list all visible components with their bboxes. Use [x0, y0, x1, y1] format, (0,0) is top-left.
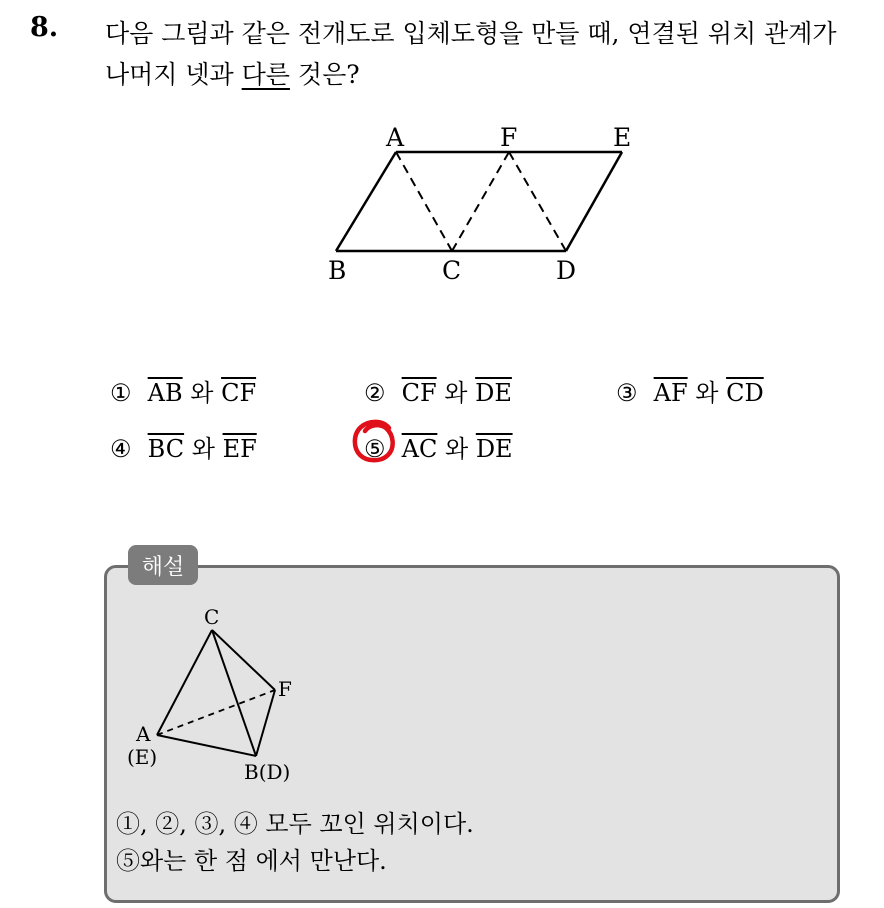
tetra-label-BD: B(D): [244, 760, 291, 784]
label-D: D: [556, 256, 577, 285]
option-4-segment-1: $\overline{BC}$: [147, 435, 185, 463]
fold-FD: [509, 152, 566, 251]
option-3-segment-1: $\overline{AF}$: [653, 379, 688, 407]
edge-AB: [336, 152, 396, 251]
option-5-segment-2: $\overline{DE}$: [475, 435, 513, 463]
explanation-line-2: ⑤와는 한 점 에서 만난다.: [116, 847, 387, 875]
edge-C-B: [212, 630, 256, 756]
option-3[interactable]: [616, 373, 764, 408]
question-line-2-start: 나머지 넷과: [105, 60, 242, 89]
hidden-edge-A-F: [157, 690, 275, 735]
option-4-conj: 와: [191, 435, 215, 463]
option-1[interactable]: [110, 373, 256, 408]
option-2-conj: 와: [444, 379, 468, 407]
edge-F-B: [256, 690, 275, 756]
question-line-2: [105, 55, 360, 91]
option-3-segment-2: $\overline{CD}$: [726, 379, 764, 407]
question-underlined-word: 다른: [241, 60, 290, 89]
option-5-number: ⑤: [364, 435, 386, 463]
option-3-number: ③: [616, 379, 638, 407]
explanation-line-1: ①, ②, ③, ④ 모두 꼬인 위치이다.: [116, 810, 474, 838]
label-E: E: [613, 123, 632, 152]
option-4[interactable]: [110, 429, 257, 464]
tetra-label-E: (E): [127, 745, 158, 769]
edge-ED: [566, 152, 622, 251]
label-F: F: [500, 123, 518, 152]
edge-A-B: [157, 735, 256, 756]
option-1-number: ①: [110, 379, 132, 407]
question-line-2-end: 것은?: [289, 60, 360, 89]
option-1-segment-2: $\overline{CF}$: [221, 379, 257, 407]
option-2[interactable]: [364, 373, 512, 408]
option-2-segment-2: $\overline{DE}$: [475, 379, 512, 407]
label-A: A: [386, 123, 405, 152]
question-number: 8.: [30, 12, 59, 43]
edge-C-A: [157, 630, 212, 735]
tetra-label-F: F: [278, 677, 292, 701]
tetra-label-A: A: [136, 722, 151, 746]
option-4-number: ④: [110, 435, 132, 463]
net-diagram: [300, 110, 660, 290]
option-5-segment-1: $\overline{AC}$: [401, 435, 438, 463]
answer-circle-mark: [348, 415, 400, 467]
tetra-label-C: C: [204, 605, 220, 629]
fold-AC: [396, 152, 452, 251]
label-C: C: [442, 256, 462, 285]
option-4-segment-2: $\overline{EF}$: [222, 435, 257, 463]
question-line-1: 다음 그림과 같은 전개도로 입체도형을 만들 때, 연결된 위치 관계가: [105, 19, 837, 48]
option-2-segment-1: $\overline{CF}$: [401, 379, 437, 407]
option-1-conj: 와: [190, 379, 214, 407]
label-B: B: [328, 256, 347, 285]
option-2-number: ②: [364, 379, 386, 407]
option-1-segment-1: $\overline{AB}$: [147, 379, 183, 407]
fold-CF: [452, 152, 509, 251]
option-5-conj: 와: [444, 435, 469, 463]
tetrahedron-diagram: [115, 600, 315, 785]
explanation-tab: 해설: [128, 545, 198, 585]
option-3-conj: 와: [695, 379, 719, 407]
